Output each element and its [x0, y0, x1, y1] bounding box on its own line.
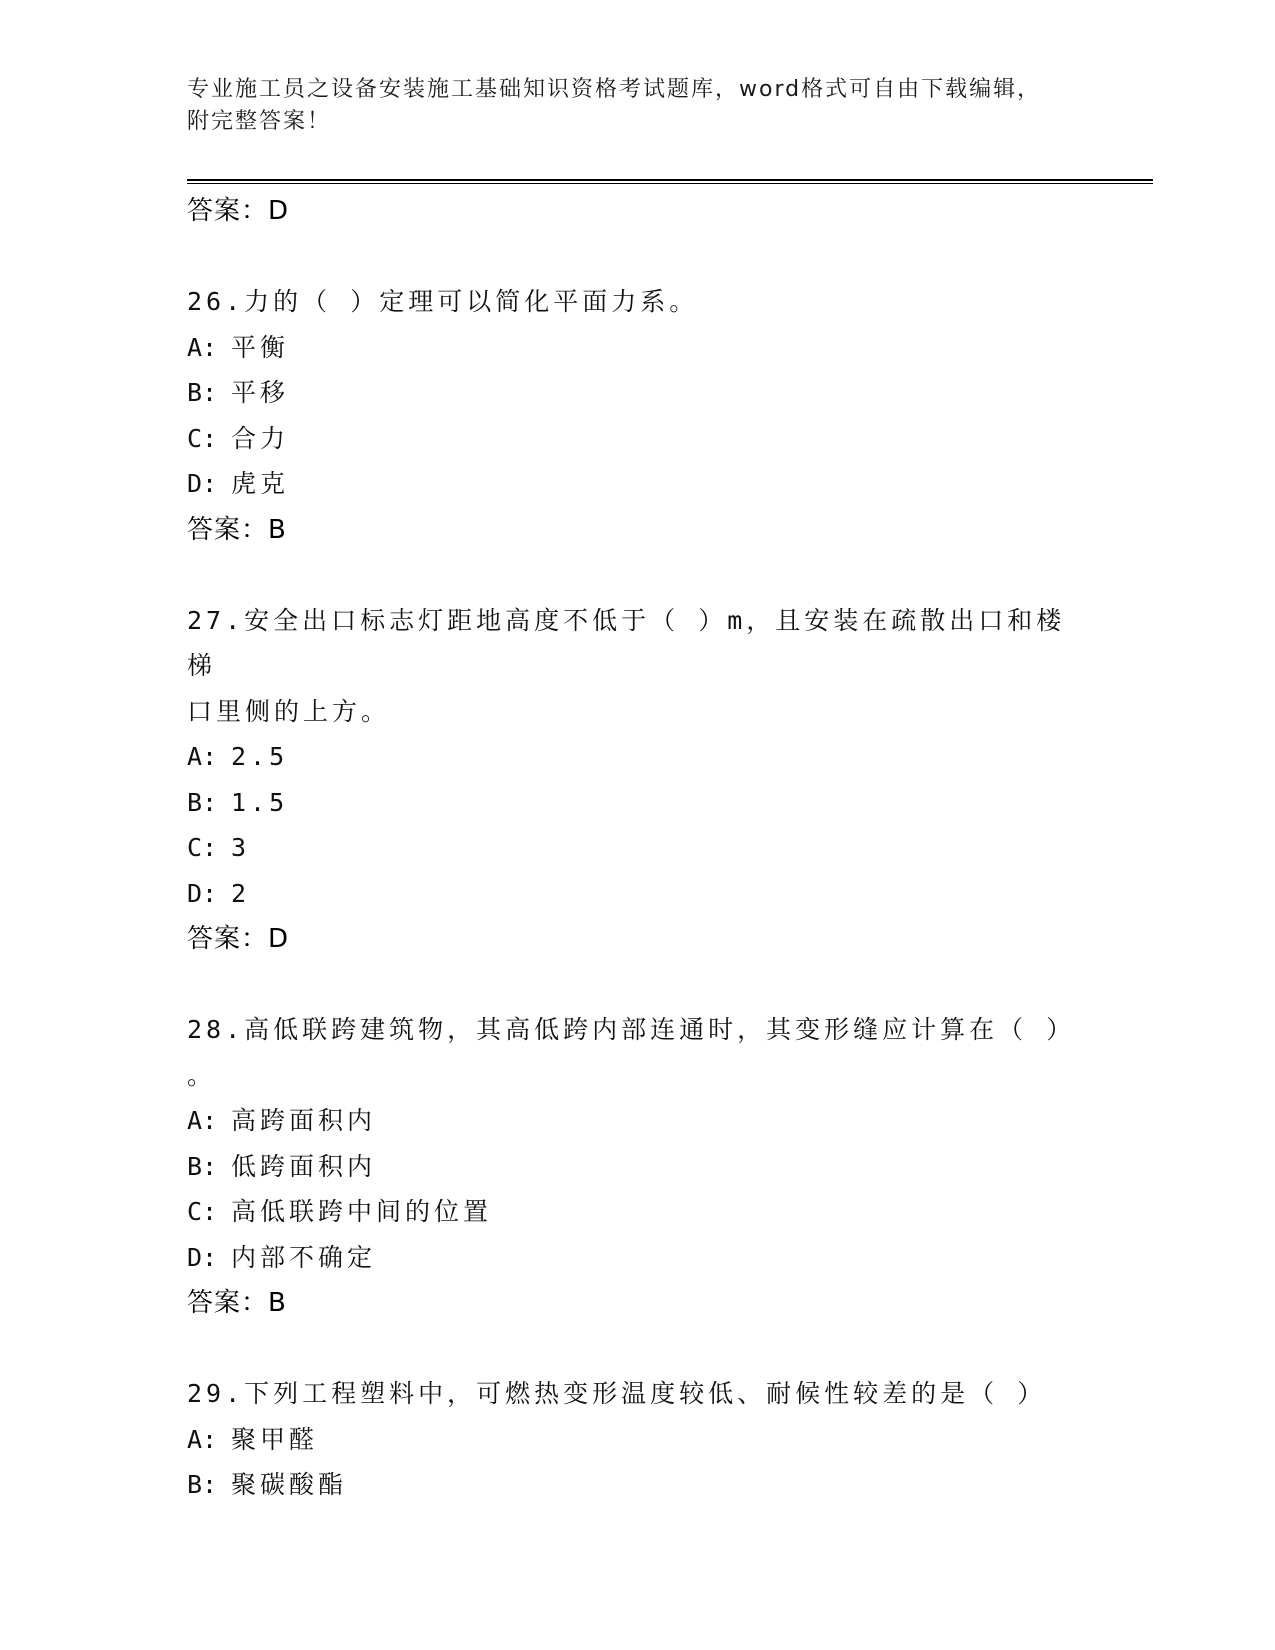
header-line-1: 专业施工员之设备安装施工基础知识资格考试题库，word格式可自由下载编辑， — [187, 77, 1042, 102]
option-c — [187, 825, 1077, 871]
question-item — [187, 598, 1077, 963]
question-list — [187, 188, 1077, 1508]
option-key: D: — [187, 469, 218, 498]
option-c — [187, 1189, 1077, 1235]
question-text — [187, 598, 1077, 689]
option-b — [187, 1462, 1077, 1508]
question-stem: 下列工程塑料中，可燃热变形温度较低、耐候性较差的是（ ） — [244, 1379, 1047, 1408]
header-divider-thin — [187, 183, 1153, 184]
question-text — [187, 1007, 1077, 1053]
option-key: B: — [187, 787, 218, 817]
option-key: A: — [187, 1424, 218, 1454]
question-stem: 安全出口标志灯距地高度不低于（ ）m，且安装在疏散出口和楼梯 — [187, 605, 1066, 680]
option-a — [187, 1098, 1077, 1144]
option-text: 高低联跨中间的位置 — [231, 1197, 493, 1226]
option-key: A: — [187, 1106, 218, 1135]
option-key: B: — [187, 378, 218, 407]
answer-line: 答案：D — [187, 196, 290, 226]
answer-line: 答案：D — [187, 924, 290, 954]
option-a — [187, 1417, 1077, 1463]
header-divider-thick — [187, 179, 1153, 181]
option-a — [187, 325, 1077, 371]
option-d — [187, 461, 1077, 507]
option-key: B: — [187, 1151, 218, 1181]
header-line-2: 附完整答案！ — [187, 109, 332, 134]
option-text: 聚碳酸酯 — [231, 1470, 348, 1499]
option-key: C: — [187, 833, 218, 862]
option-text: 平移 — [231, 378, 290, 407]
option-c — [187, 416, 1077, 462]
question-item — [187, 1007, 1077, 1326]
question-stem: 力的（ ）定理可以简化平面力系。 — [244, 287, 699, 316]
question-item — [187, 1371, 1077, 1508]
option-a — [187, 734, 1077, 780]
question-number: 28. — [187, 1015, 245, 1044]
option-key: C: — [187, 423, 218, 453]
question-number: 27. — [187, 605, 245, 635]
option-d — [187, 871, 1077, 917]
option-text: 高跨面积内 — [231, 1106, 377, 1135]
option-b — [187, 780, 1077, 826]
option-b — [187, 370, 1077, 416]
option-text: 内部不确定 — [231, 1242, 377, 1272]
option-b — [187, 1144, 1077, 1190]
answer-line: 答案：B — [187, 514, 287, 545]
option-text: 平衡 — [231, 332, 290, 362]
question-number: 26. — [187, 287, 245, 316]
answer-line: 答案：B — [187, 1288, 287, 1318]
option-text: 虎克 — [231, 469, 290, 498]
question-item — [187, 279, 1077, 553]
option-text: 3 — [231, 833, 251, 862]
option-key: A: — [187, 332, 218, 362]
question-text-continued: 。 — [187, 1060, 217, 1090]
option-d — [187, 1235, 1077, 1281]
question-text — [187, 1371, 1077, 1417]
question-text-continued: 口里侧的上方。 — [187, 696, 391, 726]
option-key: D: — [187, 1242, 218, 1272]
option-text: 聚甲醛 — [231, 1424, 319, 1454]
document-header — [187, 74, 1087, 138]
option-key: D: — [187, 878, 218, 908]
question-number: 29. — [187, 1379, 245, 1408]
option-text: 1.5 — [231, 787, 289, 817]
option-text: 低跨面积内 — [231, 1151, 377, 1181]
option-text: 2.5 — [231, 742, 289, 771]
option-key: A: — [187, 742, 218, 771]
option-text: 2 — [231, 878, 251, 908]
option-key: C: — [187, 1197, 218, 1226]
option-key: B: — [187, 1470, 218, 1499]
question-stem: 高低联跨建筑物，其高低跨内部连通时，其变形缝应计算在（ ） — [244, 1015, 1076, 1044]
option-text: 合力 — [231, 423, 290, 453]
question-text — [187, 279, 1077, 325]
